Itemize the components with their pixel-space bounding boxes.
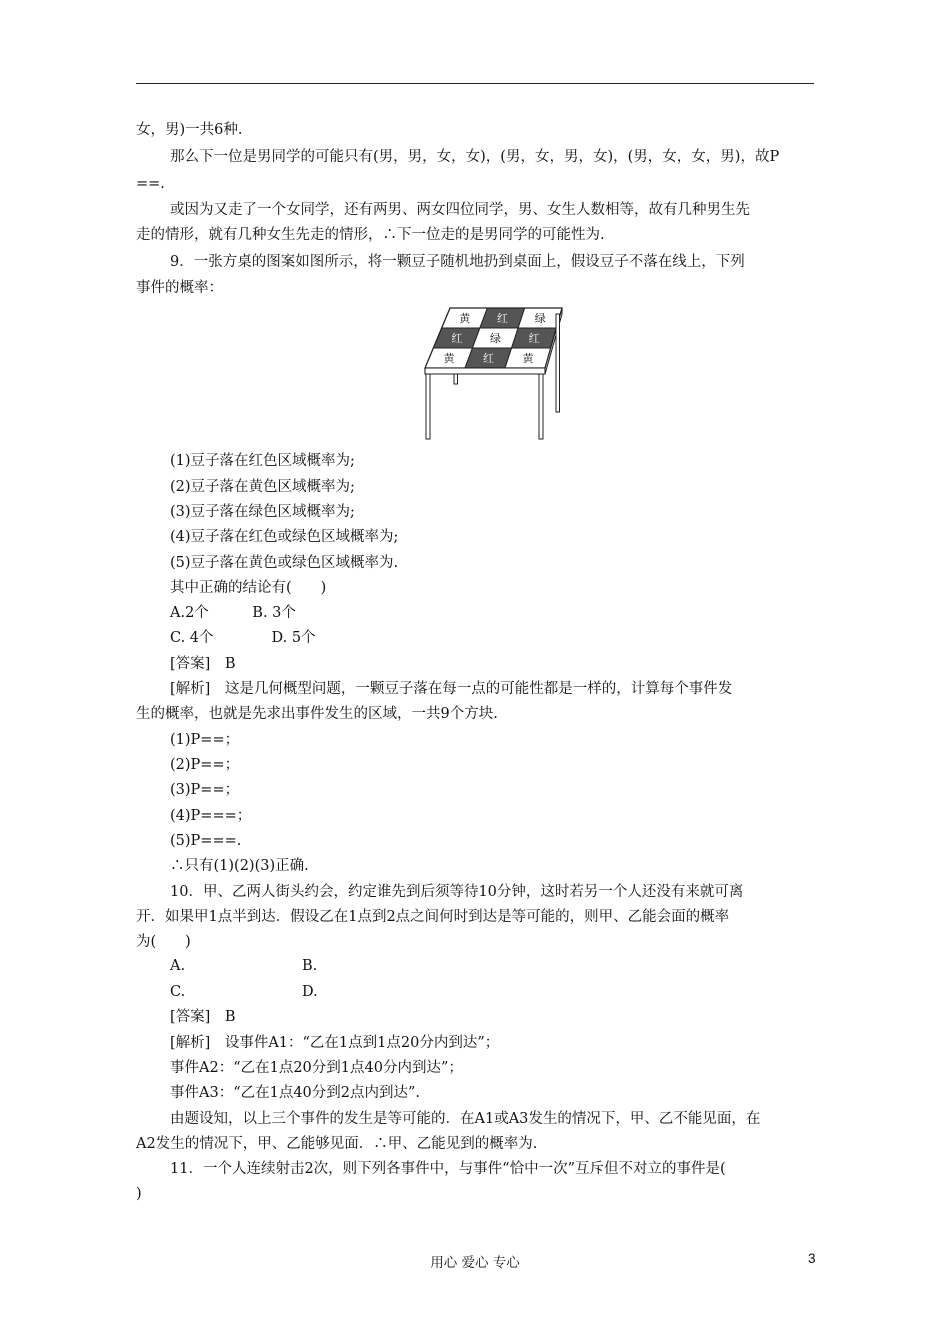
answer-label: [答案] B <box>170 1009 236 1025</box>
text-line: 开．如果甲1点半到达．假设乙在1点到2点之间何时到达是等可能的，则甲、乙能会面的概率 <box>136 909 730 925</box>
question-11: 11．一个人连续射击2次，则下列各事件中，与事件“恰中一次”互斥但不对立的事件是( <box>170 1161 726 1177</box>
analysis-line: A2发生的情况下，甲、乙能够见面．∴甲、乙能见到的概率为. <box>136 1136 538 1152</box>
text-line: 女，男)一共6种. <box>136 122 243 138</box>
text-line: 或因为又走了一个女同学，还有两男、两女四位同学，男、女生人数相等，故有几种男生先 <box>170 202 750 218</box>
statement-5: (5)豆子落在黄色或绿色区域概率为. <box>170 555 399 571</box>
text-line: 为( ) <box>136 934 191 950</box>
grid-cell-label: 红 <box>528 332 540 345</box>
text-line: 其中正确的结论有( ) <box>170 580 327 596</box>
text-line: ==. <box>136 176 165 192</box>
table-figure <box>410 300 575 442</box>
grid-cell-label: 红 <box>483 352 494 365</box>
grid-cell-label: 绿 <box>534 312 546 325</box>
statement-1: (1)豆子落在红色区域概率为; <box>170 453 355 469</box>
question-9: 9．一张方桌的图案如图所示，将一颗豆子随机地扔到桌面上，假设豆子不落在线上，下列 <box>170 254 745 270</box>
option-c: C. <box>170 984 186 1000</box>
formula-line: (4)P===； <box>170 808 252 824</box>
page-number: 3 <box>808 1251 816 1266</box>
option-a: A. <box>170 958 186 974</box>
analysis-line: 事件A2：“乙在1点20分到1点40分内到达”； <box>170 1060 463 1076</box>
option-d: D. <box>302 984 318 1000</box>
option-b: B. <box>302 958 318 974</box>
statement-4: (4)豆子落在红色或绿色区域概率为; <box>170 529 399 545</box>
grid-cell-label: 红 <box>497 312 508 325</box>
page-footer: 用心 爱心 专心 <box>430 1255 520 1271</box>
grid-cell-label: 黄 <box>443 352 455 365</box>
formula-line: (1)P==； <box>170 732 240 748</box>
text-line: 那么下一位是男同学的可能只有(男，男，女，女)，(男，女，男，女)，(男，女，女，男)，故P <box>170 149 780 165</box>
header-rule <box>136 83 814 84</box>
question-10: 10．甲、乙两人街头约会，约定谁先到后须等待10分钟，这时若另一个人还没有来就可离 <box>170 884 744 900</box>
formula-line: (2)P==； <box>170 757 240 773</box>
conclusion-line: ∴只有(1)(2)(3)正确. <box>170 858 309 874</box>
option-line: C. 4个 D. 5个 <box>170 630 316 646</box>
statement-2: (2)豆子落在黄色区域概率为; <box>170 479 355 495</box>
analysis-line: [解析] 设事件A1：“乙在1点到1点20分内到达”； <box>170 1035 500 1051</box>
text-line: 走的情形，就有几种女生先走的情形，∴下一位走的是男同学的可能性为. <box>136 227 605 243</box>
grid-cell-label: 黄 <box>522 352 534 365</box>
analysis-line: 生的概率，也就是先求出事件发生的区域，一共9个方块. <box>136 706 498 722</box>
text-line: 事件的概率： <box>136 280 223 296</box>
analysis-line: [解析] 这是几何概型问题，一颗豆子落在每一点的可能性都是一样的，计算每个事件发 <box>170 681 733 697</box>
table-top-grid <box>425 308 562 368</box>
grid-cell-label: 绿 <box>490 332 501 345</box>
answer-label: [答案] B <box>170 656 236 672</box>
formula-line: (5)P===. <box>170 833 242 849</box>
analysis-line: 事件A3：“乙在1点40分到2点内到达”. <box>170 1085 421 1101</box>
grid-cell-label: 红 <box>451 332 463 345</box>
option-line: A.2个 B. 3个 <box>170 605 296 621</box>
text-line: ) <box>136 1186 142 1202</box>
formula-line: (3)P==； <box>170 782 240 798</box>
grid-cell-label: 黄 <box>459 312 471 325</box>
analysis-line: 由题设知，以上三个事件的发生是等可能的．在A1或A3发生的情况下，甲、乙不能见面，在 <box>170 1111 761 1127</box>
statement-3: (3)豆子落在绿色区域概率为; <box>170 504 355 520</box>
